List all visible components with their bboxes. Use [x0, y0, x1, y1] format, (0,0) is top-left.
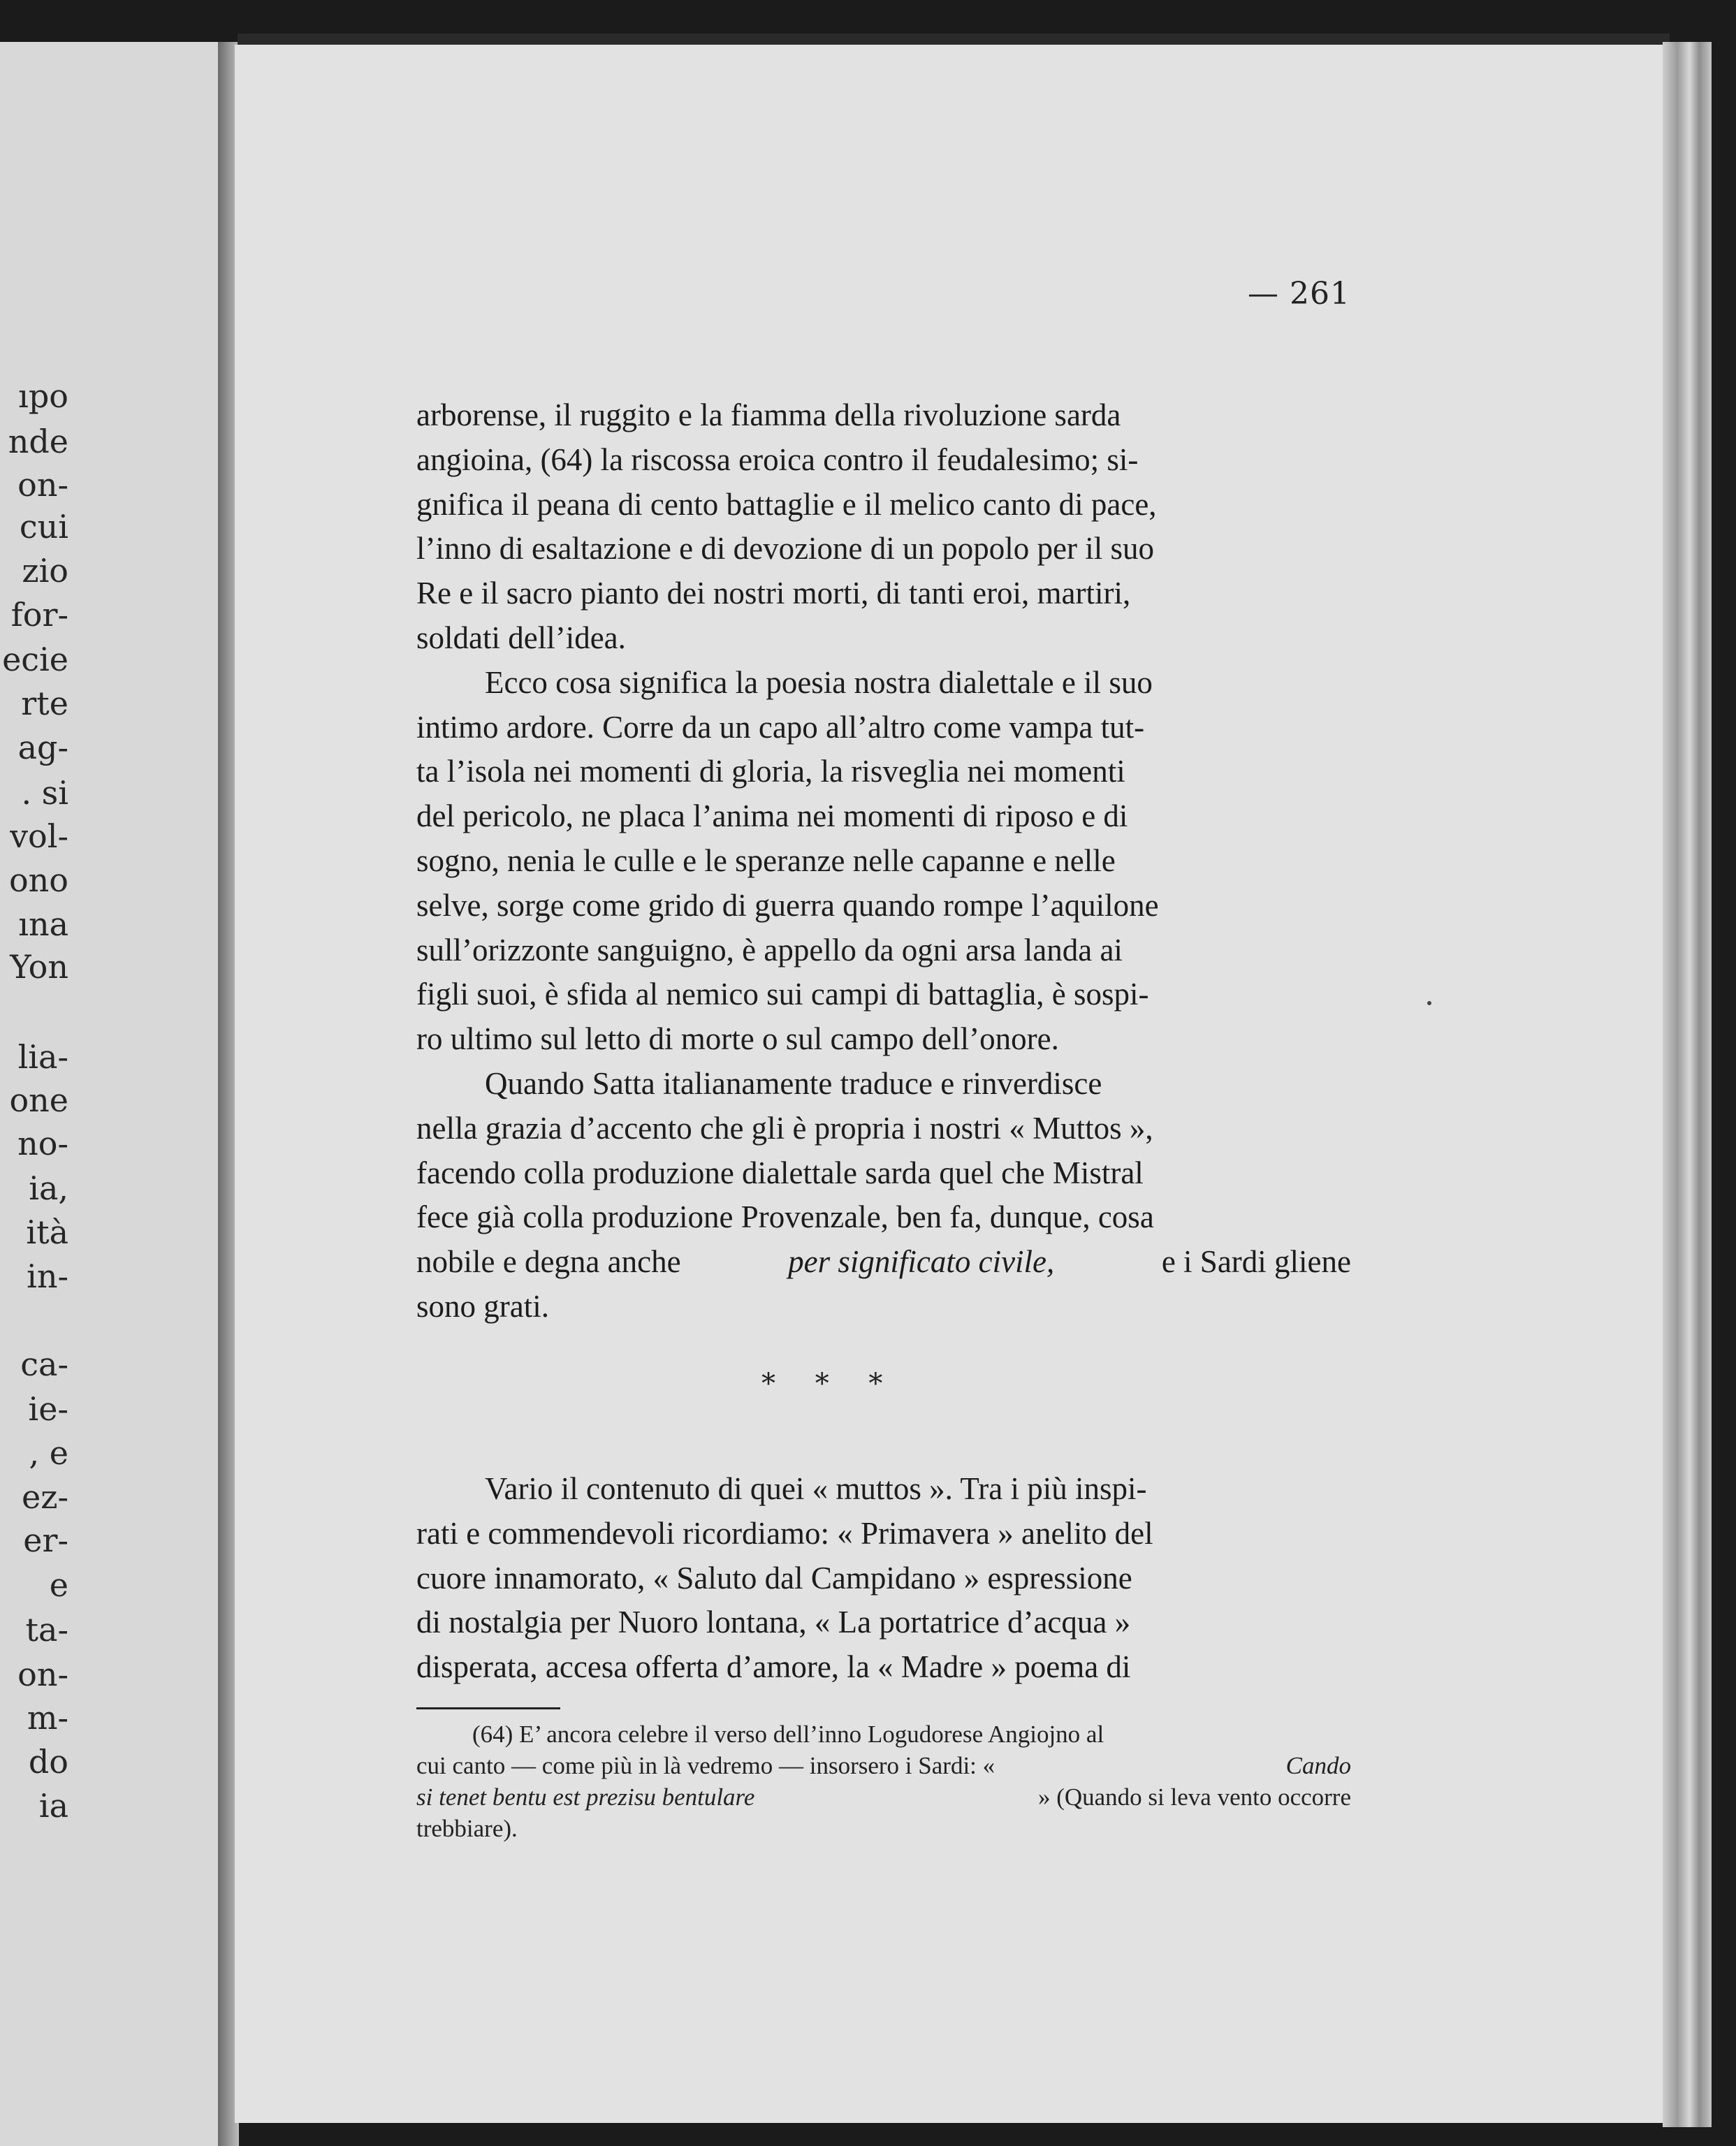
footnote: [416, 1718, 1351, 1844]
text-line: del pericolo, ne placa l’anima nei momenti di riposo e di: [416, 798, 1128, 834]
left-page-text-fragment: one: [9, 1081, 68, 1119]
left-page-text-fragment: er-: [23, 1521, 68, 1559]
text-line: Re e il sacro pianto dei nostri morti, di tanti eroi, martiri,: [416, 576, 1131, 611]
left-page-text-fragment: rte: [21, 685, 68, 722]
text-line: ta l’isola nei momenti di gloria, la risveglia nei momenti: [416, 754, 1125, 789]
left-page-text-fragment: cui: [19, 508, 68, 546]
footnote-line: trebbiare).: [416, 1815, 518, 1842]
left-page-text-fragment: no-: [17, 1125, 68, 1162]
left-page-text-fragment: do: [28, 1743, 68, 1781]
text-line: rati e commendevoli ricordiamo: « Primavera » anelito del: [416, 1515, 1153, 1551]
text-line: sull’orizzonte sanguigno, è appello da ogni arsa landa ai: [416, 932, 1123, 968]
footnote-fragment: » (Quando si leva vento occorre: [1037, 1783, 1351, 1811]
footnote-italic: Cando: [1285, 1752, 1351, 1779]
text-fragment: nobile e degna anche: [416, 1244, 681, 1280]
left-page-text-fragment: ono: [8, 861, 68, 899]
text-line: cuore innamorato, « Saluto dal Campidano » espressione: [416, 1560, 1132, 1596]
text-line: angioina, (64) la riscossa eroica contro il feudalesimo; si-: [416, 441, 1139, 477]
left-page-text-fragment: ia: [38, 1787, 68, 1825]
left-page-text-fragment: , e: [29, 1434, 68, 1472]
left-page-text-fragment: in-: [27, 1257, 68, 1295]
main-text-upper: [416, 393, 1351, 1329]
left-page-text-fragment: ez-: [21, 1478, 68, 1516]
section-separator: * * *: [761, 1368, 898, 1400]
text-line: gnifica il peana di cento battaglie e il melico canto di pace,: [416, 486, 1157, 522]
main-text-lower: [416, 1467, 1351, 1690]
left-page-text-fragment: ına: [18, 905, 68, 943]
page-number: — 261: [1248, 276, 1350, 312]
text-line: fece già colla produzione Provenzale, ben fa, dunque, cosa: [416, 1199, 1154, 1235]
left-page-text-fragment: on-: [17, 466, 68, 504]
text-line: sogno, nenia le culle e le speranze nelle capanne e nelle: [416, 842, 1116, 878]
left-page-text-fragment: ia,: [29, 1169, 68, 1207]
text-line: Vario il contenuto di quei « muttos ». Tra i più inspi-: [485, 1471, 1147, 1506]
left-page: [0, 42, 226, 2146]
left-page-text-fragment: . si: [21, 774, 68, 812]
text-line: Quando Satta italianamente traduce e rinverdisce: [485, 1065, 1102, 1101]
text-fragment: e i Sardi gliene: [1161, 1244, 1351, 1280]
page-stack-edge: [1663, 42, 1712, 2127]
text-line: sono grati.: [416, 1288, 549, 1324]
footnote-italic: si tenet bentu est prezisu bentulare: [416, 1783, 755, 1811]
left-page-text-fragment: lia-: [17, 1038, 68, 1076]
left-page-text-fragment: ie-: [28, 1390, 68, 1428]
footnote-rule: [416, 1707, 560, 1709]
text-line: Ecco cosa significa la poesia nostra dialettale e il suo: [485, 664, 1153, 700]
left-page-text-fragment: m-: [27, 1699, 68, 1737]
left-page-text-fragment: on-: [17, 1656, 68, 1693]
text-line: facendo colla produzione dialettale sarda quel che Mistral: [416, 1155, 1144, 1190]
footnote-line-mixed: [416, 1781, 1351, 1813]
left-page-text-fragment: Yon: [10, 948, 68, 986]
left-page-text-fragment: ta-: [25, 1611, 68, 1649]
left-page-text-fragment: e: [49, 1566, 68, 1604]
left-page-text-fragment: ecie: [2, 641, 68, 678]
left-page-text-fragment: nde: [8, 423, 68, 460]
text-line: ro ultimo sul letto di morte o sul campo dell’onore.: [416, 1021, 1059, 1057]
text-line: l’inno di esaltazione e di devozione di un popolo per il suo: [416, 531, 1155, 567]
left-page-text-fragment: zio: [22, 552, 68, 590]
ink-speck: [1427, 1001, 1431, 1005]
left-page-text-fragment: ıpo: [18, 377, 68, 415]
text-line: di nostalgia per Nuoro lontana, « La portatrice d’acqua »: [416, 1605, 1131, 1640]
text-line-mixed: [416, 1240, 1351, 1285]
footnote-line-mixed: [416, 1750, 1351, 1781]
left-page-text-fragment: ag-: [17, 729, 68, 766]
left-page-text-fragment: ità: [26, 1213, 68, 1251]
text-line: soldati dell’idea.: [416, 620, 626, 655]
left-page-text-fragment: vol-: [10, 817, 68, 855]
italic-phrase: per significato civile,: [788, 1244, 1055, 1280]
footnote-line: (64) E’ ancora celebre il verso dell’inno Logudorese Angiojno al: [472, 1721, 1104, 1748]
left-page-text-fragment: ca-: [20, 1345, 68, 1383]
text-line: figli suoi, è sfida al nemico sui campi di battaglia, è sospi-: [416, 977, 1149, 1012]
footnote-fragment: cui canto — come più in là vedremo — insorsero i Sardi: «: [416, 1752, 995, 1779]
left-page-text-fragment: for-: [10, 596, 68, 634]
text-line: arborense, il ruggito e la fiamma della rivoluzione sarda: [416, 397, 1121, 432]
text-line: nella grazia d’accento che gli è propria i nostri « Muttos »,: [416, 1110, 1153, 1146]
text-line: selve, sorge come grido di guerra quando rompe l’aquilone: [416, 887, 1159, 923]
text-line: intimo ardore. Corre da un capo all’altro come vampa tut-: [416, 709, 1145, 745]
text-line: disperata, accesa offerta d’amore, la « Madre » poema di: [416, 1649, 1131, 1685]
